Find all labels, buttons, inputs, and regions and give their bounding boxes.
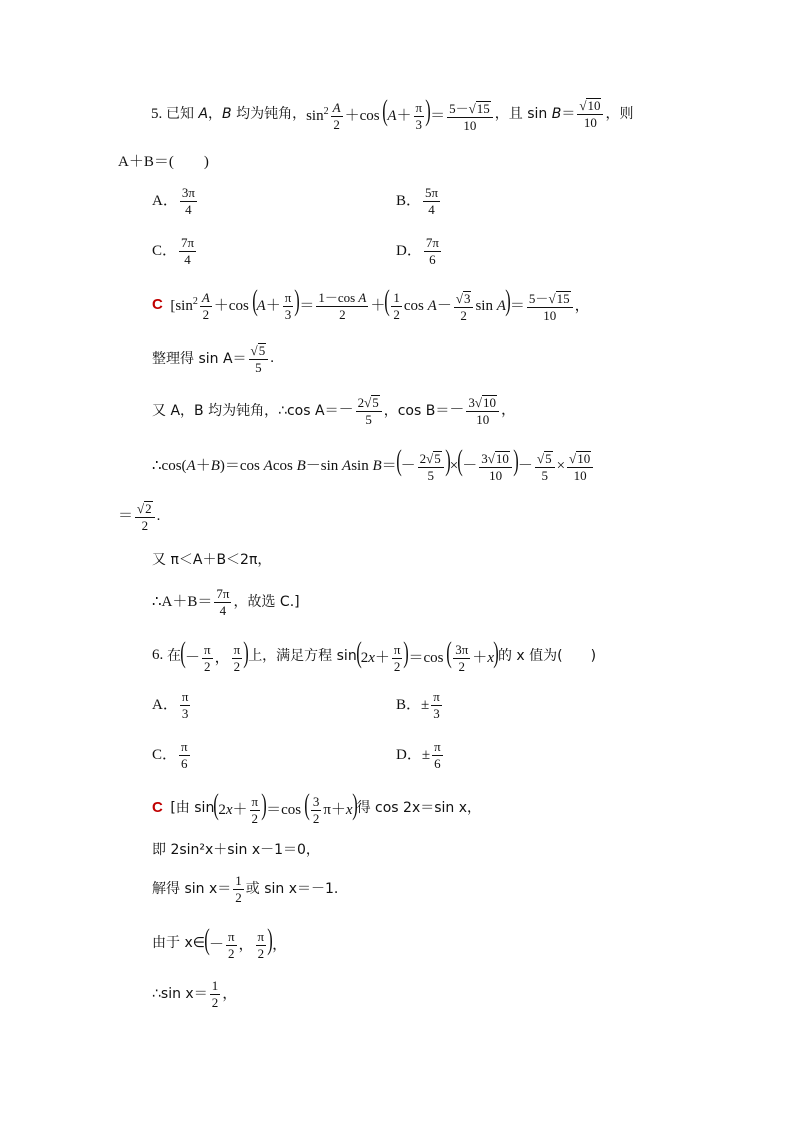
p6-option-c xyxy=(152,740,192,770)
p5-answer-badge: C xyxy=(152,295,163,313)
p5-option-c-label: C． xyxy=(152,242,178,259)
p5-solution-line2: 整理得 sin A＝ √ 5 5 . xyxy=(152,343,274,375)
p6-answer-badge: C xyxy=(152,799,163,817)
p5-stem-lead: 已知 A，B 均为钝角， xyxy=(166,106,307,123)
p6-option-d-label: D． xyxy=(396,746,422,763)
p6-option-a xyxy=(152,690,192,720)
p5-solution-line7: ∴A＋B＝ $\frac{7\pi}{4}$ ，故选 C.] xyxy=(152,586,300,618)
p5-option-c xyxy=(152,236,198,266)
p5-solution-line7-tail: ，故选 C.] xyxy=(233,594,300,611)
p6-solution-line3-tail: 或 sin x＝－1. xyxy=(245,881,339,898)
p6-option-d-den: 6 xyxy=(434,755,441,771)
p6-solution-line2-text: 即 2sin²x＋sin x－1＝0， xyxy=(152,842,320,858)
p5-stem-then: ，则 xyxy=(605,106,634,123)
p6-option-b-label: B． xyxy=(396,696,422,713)
p5-number: 5. xyxy=(151,105,163,122)
p5-stem-line1 xyxy=(151,96,633,132)
p5-stem-mid: ，且 sin B＝ xyxy=(494,106,576,123)
p6-stem-lead: 在 xyxy=(167,647,181,664)
p6-option-a-label: A． xyxy=(152,696,178,713)
p5-stem-line2-text: A＋B＝( ) xyxy=(118,154,209,170)
p6-solution-line1: C [由 sin (2x＋ $\frac{\pi}{2}$ )＝cos ( $\frac{3}{2}$ π＋x) 得 cos 2x＝sin x， xyxy=(152,788,482,827)
p5-option-d-label: D． xyxy=(396,242,422,259)
p5-option-b-label: B． xyxy=(396,192,422,209)
p5-option-d-den: 6 xyxy=(429,251,436,267)
p6-option-b-num: π xyxy=(433,689,440,704)
p5-option-b-num: 5π xyxy=(425,185,439,200)
p5-stem-eq: $\sin^2$ $\frac{A}{2}$ ＋cos (A＋ $\frac{\pi}{3}$ )＝ 5－√ 15 10 xyxy=(306,96,495,132)
p6-option-c-label: C． xyxy=(152,746,178,763)
p6-option-a-num: π xyxy=(181,689,189,704)
p5-solution-line3-text: 又 A，B 均为钝角，∴cos A＝ xyxy=(152,402,339,419)
p6-option-b-pre: ± xyxy=(421,696,430,713)
p5-solution-line6-text: 又 π＜A＋B＜2π， xyxy=(152,552,272,568)
p6-option-c-den: 6 xyxy=(181,755,188,771)
p5-solution-line2-text: 整理得 sin A＝ xyxy=(152,350,247,367)
p6-solution-line3-lead: 解得 sin x＝ xyxy=(152,881,232,898)
p6-option-a-den: 3 xyxy=(181,705,189,721)
p6-solution-line3: 解得 sin x＝ $\frac{1}{2}$ 或 sin x＝－1. xyxy=(152,873,339,905)
p5-sinB-frac: √ 10 10 xyxy=(577,98,603,129)
p6-stem-tail: 的 x 值为( ) xyxy=(497,647,597,664)
p6-solution-line2 xyxy=(152,843,320,857)
p6-solution-line5: ∴sin x＝ $\frac{1}{2}$ ， xyxy=(152,978,238,1010)
p5-option-a xyxy=(152,186,199,216)
p5-option-c-num: 7π xyxy=(181,235,195,250)
p6-option-d-pre: ± xyxy=(421,746,431,763)
p5-option-a-num: 3π xyxy=(181,185,195,200)
p6-stem-mid: 上，满足方程 sin xyxy=(248,647,357,664)
p6-stem: 6. 在 (－ $\frac{\pi}{2}$ ， $\frac{\pi}{2}$ ) 上，满足方程 sin (2x＋ $\frac{\pi}{2}$ )＝cos ( $\frac{3\pi}{2}$ ＋x) 的 x 值为( ) xyxy=(152,636,597,675)
p5-solution-line1: C [$\sin^2$ $\frac{A}{2}$ ＋cos (A＋ $\frac{\pi}{3}$ )＝ $\frac{\text{1－cos A}}{2}$ ＋( $\frac{1}{2}$ cos A－ √ 3 2 sin A)＝ 5－√ 15 10 ， xyxy=(152,284,590,323)
p6-solution-line5-lead: ∴sin x＝ xyxy=(152,986,208,1003)
p6-solution-line4-lead: 由于 x∈ xyxy=(152,934,205,951)
p6-solution-line1-tail: 得 cos 2x＝sin x， xyxy=(356,799,482,816)
p5-solution-line3-mid: ，cos B＝ xyxy=(383,402,450,419)
p6-option-b xyxy=(396,690,444,720)
p5-solution-line6 xyxy=(152,553,271,567)
p5-stem-line2 xyxy=(118,155,209,170)
p5-option-b-den: 4 xyxy=(428,201,435,217)
p5-option-a-label: A． xyxy=(152,192,178,209)
p6-option-c-num: π xyxy=(181,739,188,754)
p6-number: 6. xyxy=(152,647,164,664)
p5-solution-line5: ＝ √ 2 2 . xyxy=(118,501,161,533)
p6-option-d-num: π xyxy=(434,739,441,754)
p5-option-c-den: 4 xyxy=(184,251,191,267)
p5-option-b xyxy=(396,186,442,216)
p6-solution-line1-lead: [由 sin xyxy=(170,799,215,816)
p5-option-d xyxy=(396,236,443,266)
p6-solution-line4: 由于 x∈ (－ $\frac{\pi}{2}$ ， $\frac{\pi}{2}$ )， xyxy=(152,923,288,962)
p5-solution-line4: ∴cos(A＋B)＝cos Acos B－sin Asin B＝(－ 2√ 5 5 )×(－ 3√ 10 10 )－ √ 5 5 × √ 10 10 xyxy=(152,446,595,482)
p6-option-d xyxy=(396,740,445,770)
p5-solution-line7-text: ∴A＋B＝ xyxy=(152,593,213,610)
p5-option-d-num: 7π xyxy=(425,235,439,250)
p6-option-b-den: 3 xyxy=(433,705,440,721)
p5-solution-line3: 又 A，B 均为钝角，∴cos A＝ － 2√ 5 5 ，cos B＝ － 3√ 10 10 ， xyxy=(152,395,517,427)
p5-option-a-den: 4 xyxy=(185,201,192,217)
